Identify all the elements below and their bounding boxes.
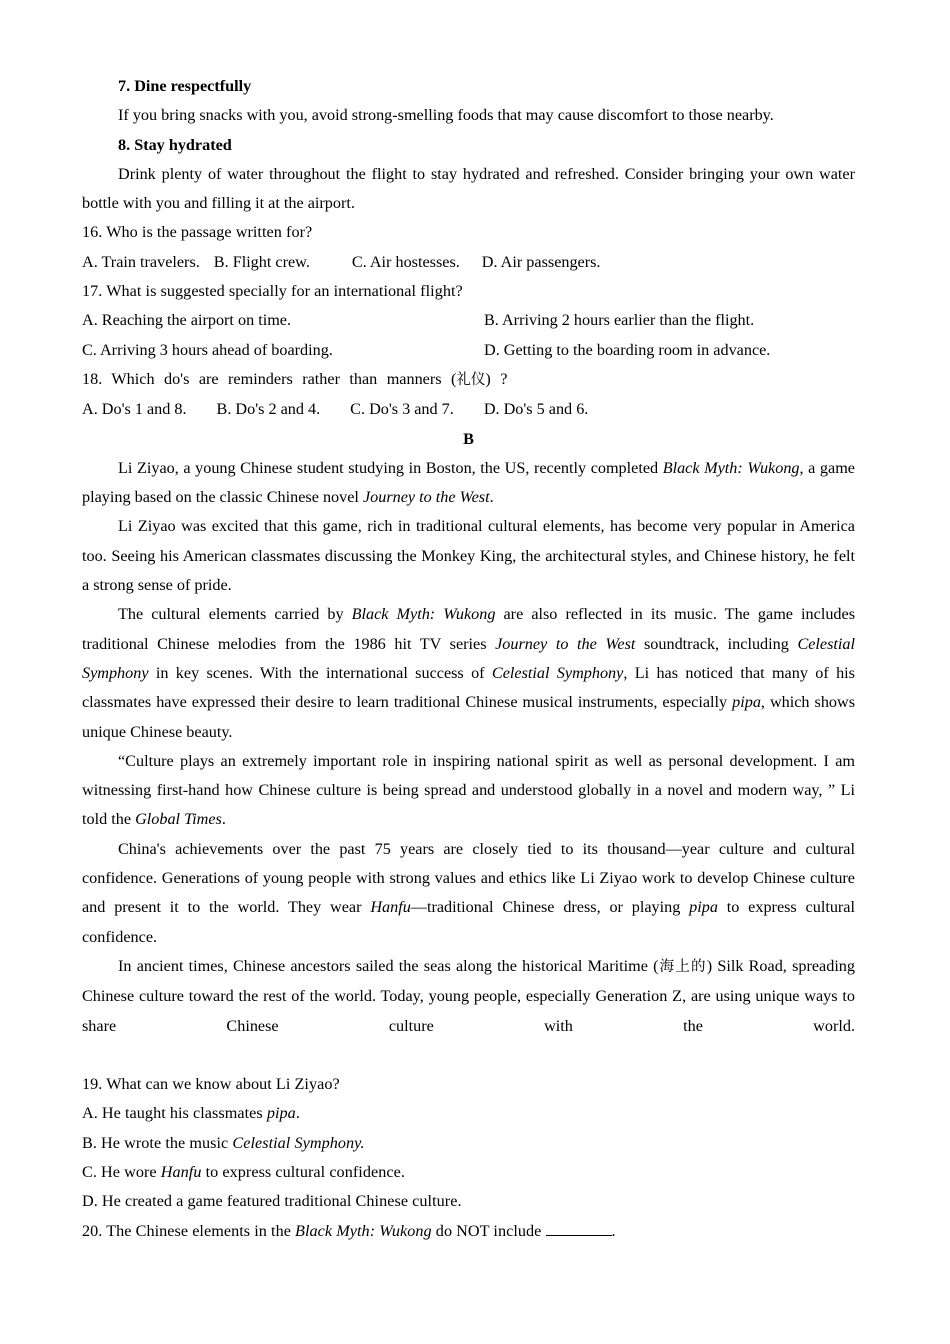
option-19-c-post: to express cultural confidence. <box>201 1162 405 1181</box>
p1-text-b: , a game playing based on the classic Chinese novel <box>82 458 855 507</box>
p1-text-c: . <box>489 488 494 507</box>
title-black-myth-wukong-2: Black Myth: Wukong <box>351 605 496 624</box>
p3-text-d: in key scenes. With the international success of <box>148 663 492 682</box>
term-pipa-2: pipa <box>689 898 718 917</box>
option-17-a[interactable]: A. Reaching the airport on time. <box>82 311 292 330</box>
term-pipa-1: pipa <box>732 693 761 712</box>
question-20-stem <box>82 1217 855 1246</box>
option-19-b-italic: Celestial Symphony. <box>232 1133 365 1152</box>
question-20-stem-pre: 20. The Chinese elements in the <box>82 1221 296 1240</box>
question-20-stem-post: do NOT include <box>431 1221 546 1240</box>
option-17-d[interactable]: D. Getting to the boarding room in advance. <box>484 340 771 359</box>
p3-text-a: The cultural elements carried by <box>118 605 352 624</box>
option-16-b[interactable]: B. Flight crew. <box>213 252 310 271</box>
p3-text-e: , Li has noticed that many of his classmates have expressed their desire to learn traditional Chinese musical instruments, especially <box>82 663 855 712</box>
item8-heading: 8. Stay hydrated <box>118 135 232 154</box>
question-18-stem-cjk: 礼仪 <box>456 371 486 388</box>
option-16-d[interactable]: D. Air passengers. <box>481 252 601 271</box>
title-black-myth-wukong-3: Black Myth: Wukong <box>295 1221 432 1240</box>
page-content <box>82 72 855 1246</box>
question-17-row-1 <box>82 306 855 335</box>
p3-text-c: soundtrack, including <box>635 634 798 653</box>
title-journey-to-the-west: Journey to the West <box>362 488 490 507</box>
question-18-options <box>82 395 855 424</box>
option-16-c[interactable]: C. Air hostesses. <box>351 252 460 271</box>
section-b-paragraph-5 <box>82 835 855 952</box>
question-16-stem: 16. Who is the passage written for? <box>82 223 313 242</box>
option-19-a-post: . <box>295 1104 300 1123</box>
p4-text-b: . <box>221 810 226 829</box>
question-18-stem-pre: 18. Which do's are reminders rather than manners ( <box>82 369 457 388</box>
item7-body: If you bring snacks with you, avoid strong-smelling foods that may cause discomfort to those nearby. <box>118 106 774 125</box>
question-20-stem-end: . <box>611 1221 616 1240</box>
option-17-b[interactable]: B. Arriving 2 hours earlier than the flight. <box>484 311 755 330</box>
option-19-b[interactable] <box>82 1129 855 1158</box>
option-16-a[interactable]: A. Train travelers. <box>82 252 200 271</box>
option-18-a[interactable]: A. Do's 1 and 8. <box>82 400 187 419</box>
question-16-options <box>82 248 855 277</box>
section-b-paragraph-6 <box>82 952 855 1070</box>
p1-text-a: Li Ziyao, a young Chinese student studying in Boston, the US, recently completed <box>118 458 663 477</box>
option-18-d[interactable]: D. Do's 5 and 6. <box>483 400 589 419</box>
option-19-b-pre: B. He wrote the music <box>82 1133 233 1152</box>
question-17-row-2 <box>82 336 855 365</box>
answer-blank[interactable] <box>546 1222 612 1236</box>
option-19-a-pre: A. He taught his classmates <box>82 1104 267 1123</box>
question-18-stem <box>82 365 855 395</box>
title-journey-to-the-west-2: Journey to the West <box>495 634 636 653</box>
item8-body: Drink plenty of water throughout the flight to stay hydrated and refreshed. Consider bringing your own water bottle with you and filling it at the airport. <box>82 164 855 213</box>
option-18-c[interactable]: C. Do's 3 and 7. <box>350 400 454 419</box>
p5-text-c: to express cultural confidence. <box>82 898 855 946</box>
option-19-c-pre: C. He wore <box>82 1162 161 1181</box>
section-b-label: B <box>463 429 474 448</box>
p3-text-b: are also reflected in its music. The game includes traditional Chinese melodies from the 1986 hit TV series <box>82 605 855 653</box>
section-b-paragraph-3 <box>82 600 855 746</box>
p6-text-b: ) Silk Road, spreading Chinese culture toward the rest of the world. Today, young people, especially Generation Z, are using unique ways to share Chinese culture with the world. <box>82 956 855 1035</box>
option-19-a-italic: pipa <box>266 1104 296 1123</box>
option-19-c-italic: Hanfu <box>160 1162 202 1181</box>
title-global-times: Global Times <box>135 810 222 829</box>
title-celestial-symphony-1: Celestial Symphony <box>82 634 855 682</box>
p6-text-a: In ancient times, Chinese ancestors sailed the seas along the historical Maritime ( <box>118 956 659 975</box>
option-19-a[interactable] <box>82 1099 855 1128</box>
section-b-paragraph-1 <box>82 454 855 513</box>
p4-text-a: “Culture plays an extremely important role in inspiring national spirit as well as personal development. I am witnessing first-hand how Chinese culture is being spread and understood globally in a novel and modern way, ” Li told the <box>82 751 855 829</box>
p5-text-a: China's achievements over the past 75 years are closely tied to its thousand—year culture and cultural confidence. Generations of young people with strong values and ethics like Li Ziyao work to develop Chinese culture and present it to the world. They wear <box>82 839 855 917</box>
p5-text-b: —traditional Chinese dress, or playing <box>410 898 690 917</box>
item7-heading: 7. Dine respectfully <box>118 77 252 95</box>
option-19-d-pre: D. He created a game featured traditional Chinese culture. <box>82 1192 462 1211</box>
p6-gloss-cjk: 海上的 <box>658 958 707 975</box>
term-hanfu: Hanfu <box>370 898 411 917</box>
p3-text-f: , which shows unique Chinese beauty. <box>82 693 855 741</box>
section-b-paragraph-4 <box>82 747 855 835</box>
option-19-d[interactable] <box>82 1187 855 1216</box>
title-celestial-symphony-2: Celestial Symphony <box>491 663 624 682</box>
option-19-c[interactable] <box>82 1158 855 1187</box>
option-18-b[interactable]: B. Do's 2 and 4. <box>216 400 321 419</box>
option-17-c[interactable]: C. Arriving 3 hours ahead of boarding. <box>82 340 333 359</box>
section-b-paragraph-2: Li Ziyao was excited that this game, rich in traditional cultural elements, has become very popular in America too. Seeing his American classmates discussing the Monkey King, the architectural styles, and Chinese history, he felt a strong sense of pride. <box>82 517 855 595</box>
question-17-stem: 17. What is suggested specially for an international flight? <box>82 282 463 301</box>
question-18-stem-post: ) ? <box>485 369 508 388</box>
question-19-stem: 19. What can we know about Li Ziyao? <box>82 1075 340 1094</box>
title-black-myth-wukong: Black Myth: Wukong <box>662 458 800 477</box>
